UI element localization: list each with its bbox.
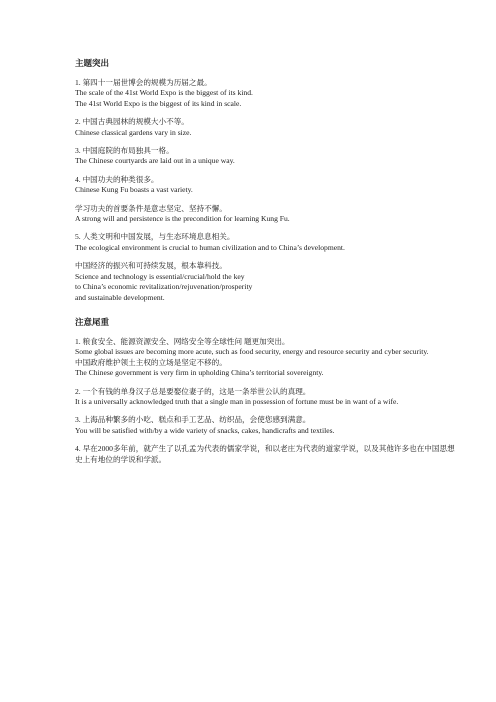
english-translation: A strong will and persistence is the precondition for learning Kung Fu.	[75, 214, 290, 224]
chinese-sentence: 3. 上海品种繁多的小吃、糕点和手工艺品、纺织品，会使您感到满意。	[75, 415, 311, 425]
chinese-sentence: 中国经济的振兴和可持续发展，根本靠科技。	[75, 261, 227, 271]
section-heading: 主题突出	[75, 58, 110, 68]
chinese-sentence: 1. 粮食安全、能源资源安全、网络安全等全球性问 题更加突出。	[75, 336, 290, 346]
example-block	[75, 175, 455, 196]
chinese-sentence: 3. 中国庭院的布局独具一格。	[75, 146, 174, 156]
example-block	[75, 261, 455, 303]
chinese-sentence: 5. 人类文明和中国发展，与生态环境息息相关。	[75, 232, 235, 242]
english-translation: The Chinese government is very firm in upholding China’s territorial sovereignty.	[75, 368, 324, 378]
section-heading: 注意尾重	[75, 316, 110, 327]
example-block	[75, 78, 455, 109]
document-page	[75, 58, 455, 465]
english-translation: Chinese Kung Fu boasts a vast variety.	[75, 185, 193, 195]
chinese-sentence: 中国政府维护领土主权的立场是坚定不移的。	[75, 357, 227, 367]
chinese-sentence: 1. 第四十一届世博会的规模为历届之最。	[75, 78, 212, 87]
example-block	[75, 204, 455, 225]
example-block	[75, 117, 455, 138]
example-block	[75, 444, 455, 465]
chinese-sentence: 4. 早在2000多年前，就产生了以孔孟为代表的儒家学说，和以老庄为代表的道家学说，以及其他许多也在中国思想史上有地位的学说和学派。	[75, 444, 455, 464]
english-translation: Some global issues are becoming more acute, such as food security, energy and resource security and cyber security.	[75, 347, 429, 357]
chinese-sentence: 学习功夫的首要条件是意志坚定、坚持不懈。	[75, 203, 227, 213]
english-translation: and sustainable development.	[75, 292, 165, 302]
chinese-sentence: 2. 中国古典园林的规模大小不等。	[75, 117, 189, 127]
english-translation: The Chinese courtyards are laid out in a unique way.	[75, 156, 235, 166]
example-block	[75, 387, 455, 408]
example-block	[75, 415, 455, 436]
english-translation: to China’s economic revitalization/rejuvenation/prosperity	[75, 282, 253, 292]
english-translation: The scale of the 41st World Expo is the biggest of its kind.	[75, 88, 253, 98]
english-translation: The ecological environment is crucial to human civilization and to China’s development.	[75, 242, 345, 252]
english-translation: The 41st World Expo is the biggest of its kind in scale.	[75, 98, 242, 108]
example-block	[75, 232, 455, 253]
chinese-sentence: 4. 中国功夫的种类很多。	[75, 174, 159, 184]
example-block	[75, 337, 455, 379]
english-translation: It is a universally acknowledged truth that a single man in possession of fortune must be in want of a wife.	[75, 396, 399, 406]
english-translation: You will be satisfied with/by a wide variety of snacks, cakes, handicrafts and textiles.	[75, 425, 335, 435]
english-translation: Science and technology is essential/crucial/hold the key	[75, 271, 245, 281]
english-translation: Chinese classical gardens vary in size.	[75, 127, 192, 137]
example-block	[75, 146, 455, 167]
chinese-sentence: 2. 一个有钱的单身汉子总是要娶位妻子的，这是一条举世公认的真理。	[75, 386, 311, 396]
